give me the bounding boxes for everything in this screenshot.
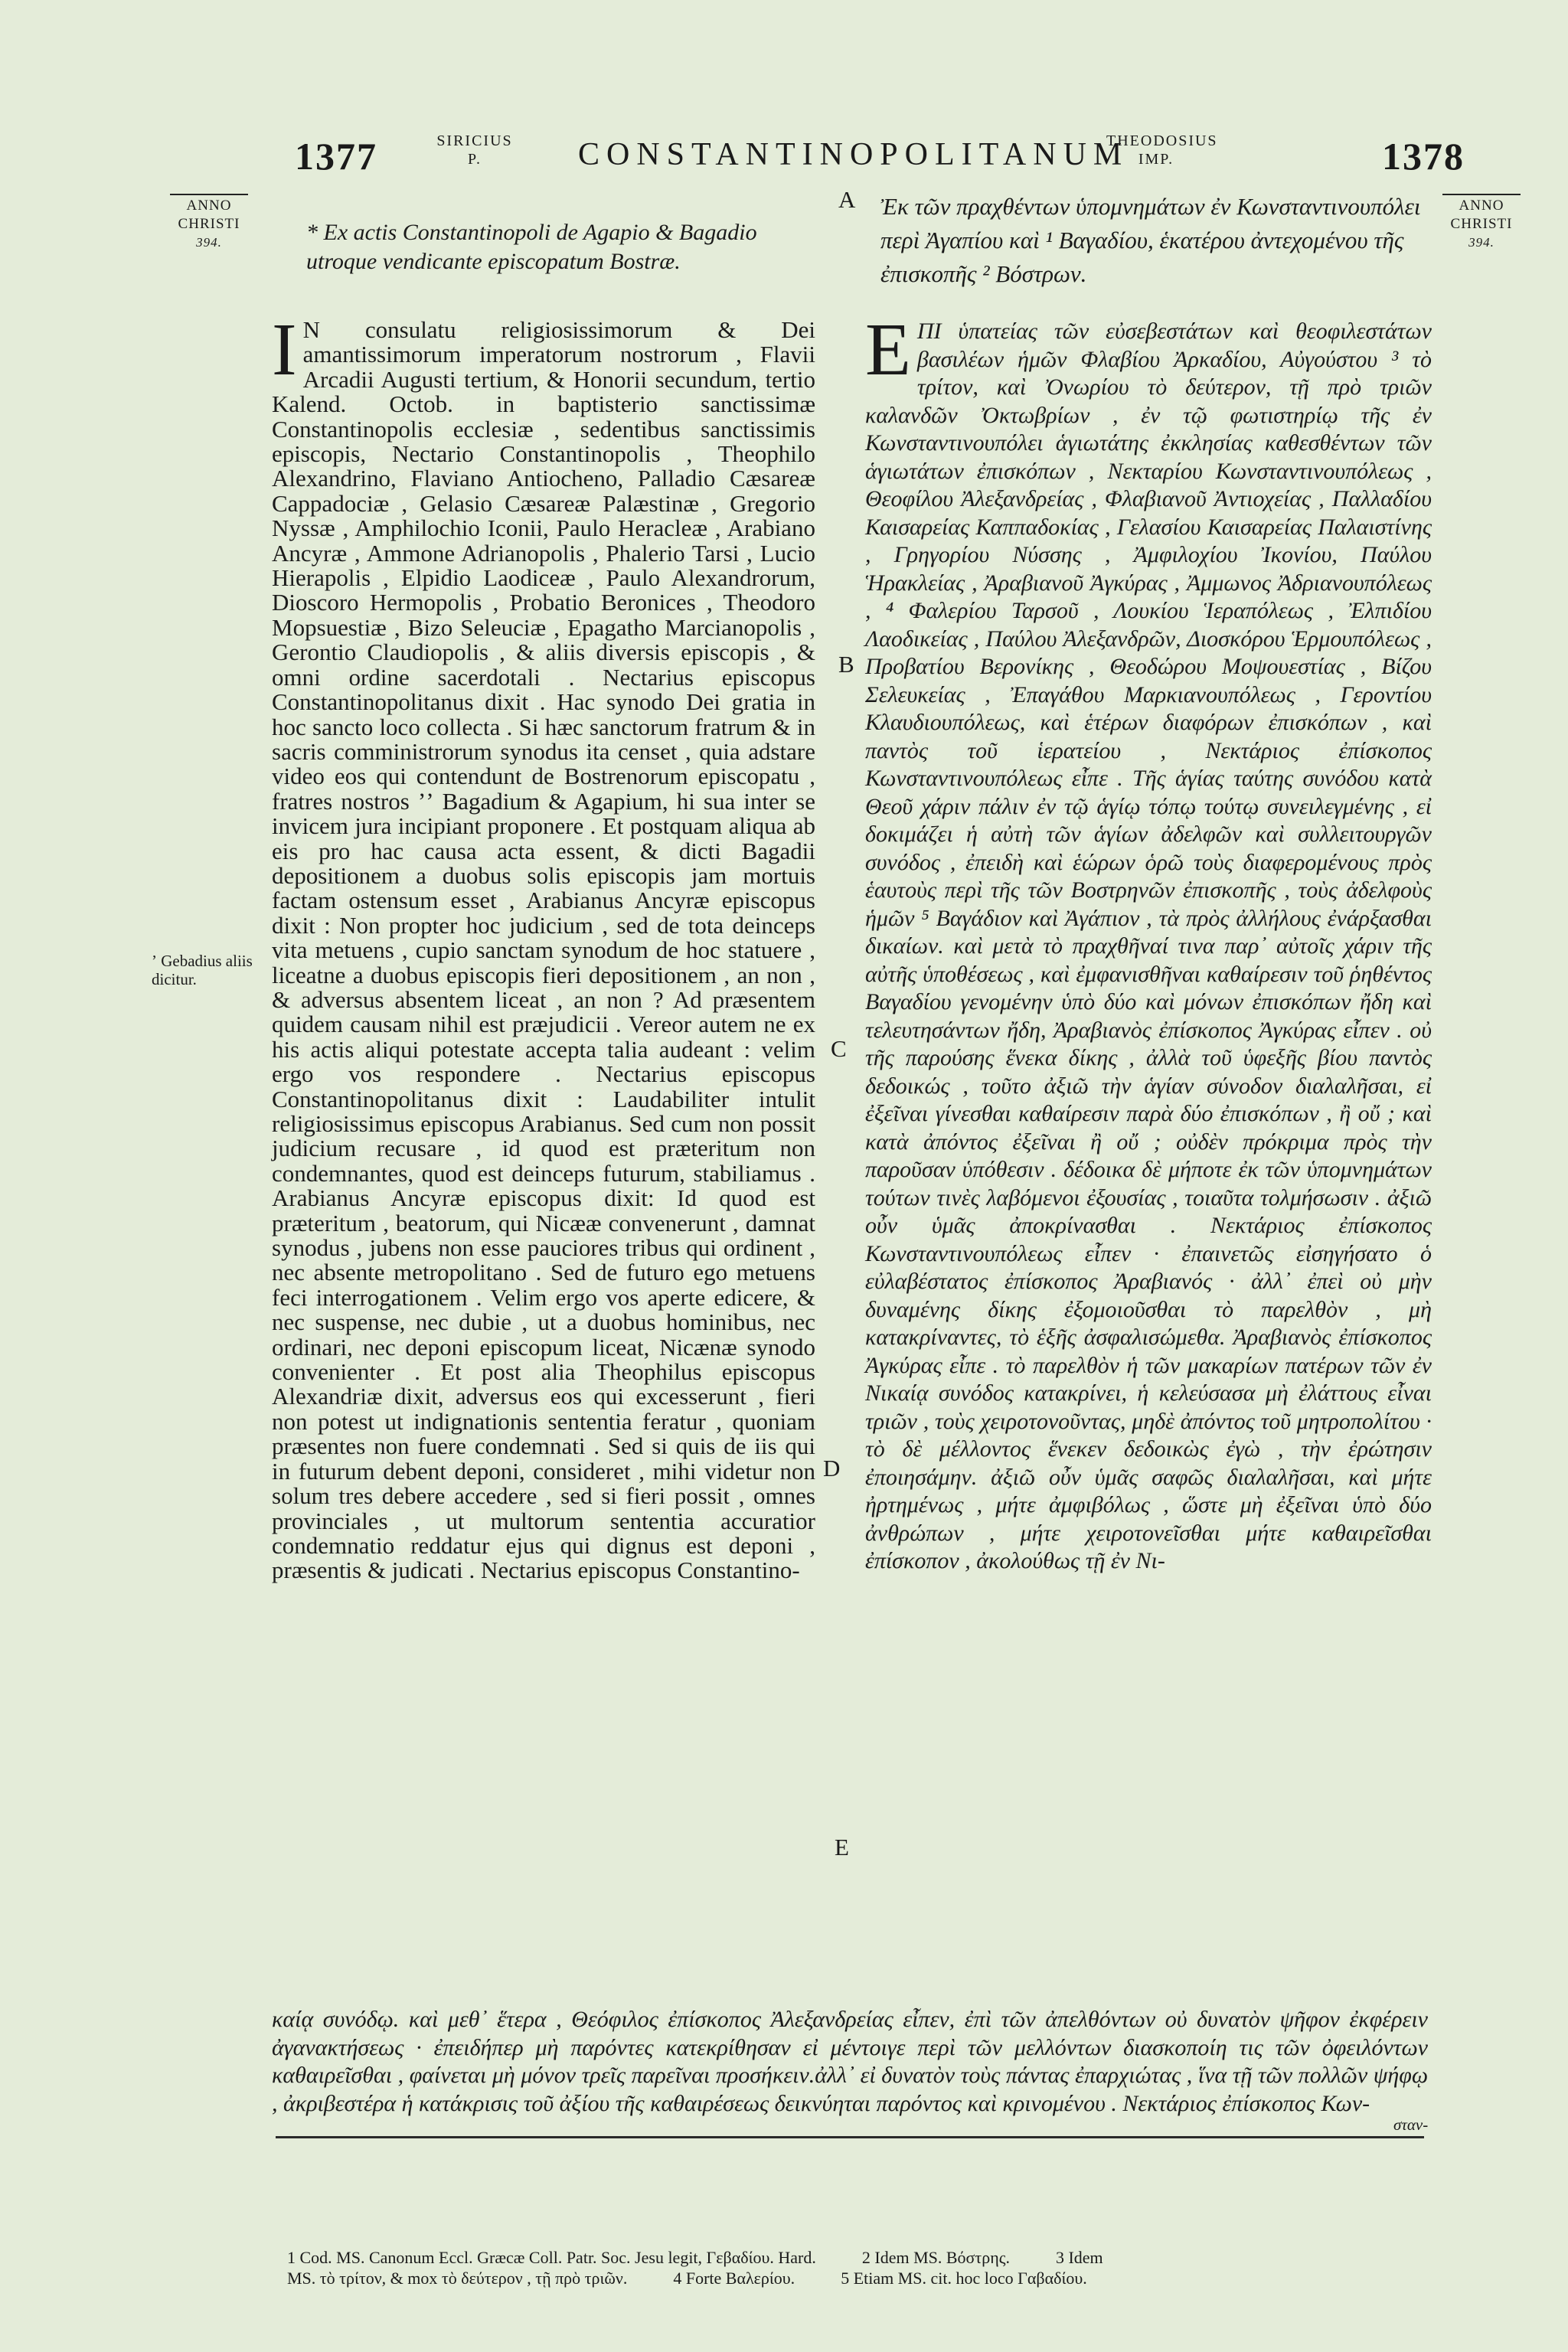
running-title: CONSTANTINOPOLITANUM xyxy=(578,137,1129,172)
greek-dropcap: Ε xyxy=(865,309,911,391)
emperor-name: THEODOSIUS xyxy=(1106,132,1218,149)
page-number-left: 1377 xyxy=(295,135,377,178)
margin-note-gebadius: ʼ Gebadius aliis dicitur. xyxy=(152,952,253,988)
footnote-row-1 xyxy=(287,2247,1443,2268)
greek-body: ΠΙ ὑπατείας τῶν εὐσεβεστάτων καὶ θεοφιλεστάτων βασιλέων ἡμῶν Φλαβίου Ἀρκαδίου, Αὐγούστου ³ τὸ τρίτον, καὶ Ὀνωρίου τὸ δεύτερον, τῇ πρὸ τριῶν καλανδῶν Ὀκτωβρίων , ἐν τῷ φωτιστηρίῳ τῆς ἐν Κωνσταντινουπόλει ἁγιωτάτης ἐκκλησίας καθεσθέντων τῶν ἁγιωτάτων ἐπισκόπων , Νεκταρίου Κωνσταντινουπόλεως , Θεοφίλου Ἀλεξανδρείας , Φλαβιανοῦ Ἀντιοχείας , Παλλαδίου Καισαρείας Καππαδοκίας , Γελασίου Καισαρείας Παλαιστίνης , Γρηγορίου Νύσσης , Ἀμφιλοχίου Ἰκονίου, Παύλου Ἡρακλείας , Ἀραβιανοῦ Ἀγκύρας , Ἀμμωνος Ἀδριανουπόλεως , ⁴ Φαλερίου Ταρσοῦ , Λουκίου Ἱεραπόλεως , Ἐλπιδίου Λαοδικείας , Παύλου Ἀλεξανδρῶν, Διοσκόρου Ἑρμουπόλεως , Προβατίου Βερονίκης , Θεοδώρου Μοψουεστίας , Βίζου Σελευκείας , Ἐπαγάθου Μαρκιανουπόλεως , Γεροντίου Κλαυδιουπόλεως, καὶ ἑτέρων διαφόρων ἐπισκόπων , καὶ παντὸς τοῦ ἱερατείου , Νεκτάριος ἐπίσκοπος Κωνσταντινουπόλεως εἶπε . Τῆς ἁγίας ταύτης συνόδου κατὰ Θεοῦ χάριν πάλιν ἐν τῷ ἁγίῳ τόπῳ τούτῳ συνειλεγμένης , εἰ δοκιμάζει ἡ αὐτὴ τῶν ἁγίων ἀδελφῶν καὶ συλλειτουργῶν συνόδος , ἐπειδὴ καὶ ἑώρων ὁρῶ τοὺς διαφερομένους πρὸς ἑαυτοὺς περὶ τῆς τῶν Βοστρηνῶν ἐπισκοπῆς , τοὺς ἀδελφοὺς ἡμῶν ⁵ Βαγάδιον καὶ Ἀγάπιον , τὰ πρὸς ἀλλήλους ἐνάρξασθαι δικαίων. καὶ μετὰ τὸ πραχθῆναί τινα παρ᾽ αὐτοῖς χάριν τῆς αὐτῆς ὑποθέσεως , καὶ ἐμφανισθῆναι καθαίρεσιν τοῦ ῥηθέντος Βαγαδίου γενομένην ὑπὸ δύο καὶ μόνων ἐπισκόπων ἤδη καὶ τελευτησάντων ἤδη, Ἀραβιανὸς ἐπίσκοπος Ἀγκύρας εἶπεν . οὐ τῆς παρούσης ἕνεκα δίκης , ἀλλὰ τοῦ ὑφεξῆς βίου παντὸς δεδοικώς , τοῦτο ἀξιῶ τὴν ἁγίαν σύνοδον διαλαλῆσαι, εἰ ἐξεῖναι γίνεσθαι καθαίρεσιν παρὰ δύο ἐπισκόπων , ἢ οὔ ; καὶ κατὰ ἀπόντος ἐξεῖναι ἢ οὔ ; οὐδὲν πρόκριμα πρὸς τὴν παροῦσαν ὑπόθεσιν . δέδοικα δὲ μήποτε ἐκ τῶν ὑπομνημάτων τούτων τινὲς λαβόμενοι ἐξουσίας , τοιαῦτα τολμήσωσιν . ἀξιῶ οὖν ὑμᾶς ἀποκρίνασθαι . Νεκτάριος ἐπίσκοπος Κωνσταντινουπόλεως εἶπεν · ἐπαινετῶς εἰσηγήσατο ὁ εὐλαβέστατος ἐπίσκοπος Ἀραβιανός · ἀλλ᾽ ἐπεὶ οὐ μὴν δυναμένης δίκης ἐξομοιοῦσθαι τὸ παρελθὸν , μὴ κατακρίναντες, τὸ ἑξῆς ἀσφαλισώμεθα. Ἀραβιανὸς ἐπίσκοπος Ἀγκύρας εἶπε . τὸ παρελθὸν ἡ τῶν μακαρίων πατέρων τῶν ἐν Νικαίᾳ συνόδος κατακρίνει, ἡ κελεύσασα μὴ ἐλάττους εἶναι τριῶν , τοὺς χειροτονοῦντας, μηδὲ ἀπόντος τοῦ μητροπολίτου · τὸ δὲ μέλλοντος ἕνεκεν δεδοικὼς ἐγὼ , τὴν ἐρώτησιν ἐποιησάμην. ἀξιῶ οὖν ὑμᾶς σαφῶς διαλαλῆσαι, καὶ μήτε ἠρτημένως , μήτε ἀμφιβόλως , ὥστε μὴ ἐξεῖναι ὑπὸ δύο ἀνθρώπων , μήτε χειροτονεῖσθαι μήτε καθαιρεῖσθαι ἐπίσκοπον , ἀκολούθως τῇ ἐν Νι- xyxy=(865,318,1432,1573)
footnote-2: 2 Idem MS. Βόστρης. xyxy=(861,2248,1010,2267)
footnote-rule xyxy=(276,2136,1424,2138)
footnote-3: 3 Idem xyxy=(1055,2248,1103,2267)
margin-letter-b: B xyxy=(838,651,854,678)
latin-heading: * Ex actis Constantinopoli de Agapio & Bagadio utroque vendicante episcopatum Bostræ. xyxy=(306,220,757,274)
greek-continuation: καίᾳ συνόδῳ. καὶ μεθ᾽ ἕτερα , Θεόφιλος ἐπίσκοπος Ἀλεξανδρείας εἶπεν, ἐπὶ τῶν ἀπελθόντων οὐ δυνατὸν ψῆφον ἐκφέρειν ἀγανακτήσεως · ἐπειδήπερ μὴ παρόντες κατεκρίθησαν εἰ μέντοιγε περὶ τῶν μελλόντων διασκοποίη τις τῶν ὀφειλόντων καθαιρεῖσθαι , φαίνεται μὴ μόνον τρεῖς παρεῖναι προσήκειν.ἀλλ᾽ εἰ δυνατὸν τοὺς πάντας ἐπαρχιώτας , ἵνα τῇ τῶν πολλῶν ψήφῳ , ἀκριβεστέρα ἡ κατάκρισις τοῦ ἀξίου τῆς καθαιρέσεως δεικνύηται παρόντος καὶ κρινομένου . Νεκτάριος ἐπίσκοπος Κων- xyxy=(272,2007,1428,2116)
footnote-4: 4 Forte Βαλερίου. xyxy=(673,2269,795,2288)
footnotes xyxy=(287,2247,1443,2288)
pope-label xyxy=(433,132,517,168)
catchword: σταν- xyxy=(1393,2115,1429,2134)
anno-left-year: 394. xyxy=(196,235,222,250)
anno-right-line1: ANNO xyxy=(1459,198,1504,214)
anno-left-line1: ANNO xyxy=(186,198,232,214)
latin-body: N consulatu religiosissimorum & Dei amantissimorum imperatorum nostrorum , Flavii Arcadii Augusti tertium, & Honorii secundum, tertio Kalend. Octob. in baptisterio sanctissimæ Constantinopolis ecclesiæ , sedentibus sanctissimis episcopis, Nectario Constantinopolis , Theophilo Alexandrino, Flaviano Antiocheno, Palladio Cæsareæ Cappadociæ , Gelasio Cæsareæ Palæstinæ , Gregorio Nyssæ , Amphilochio Iconii, Paulo Heracleæ , Arabiano Ancyræ , Ammone Adrianopolis , Phalerio Tarsi , Lucio Hierapolis , Elpidio Laodiceæ , Paulo Alexandrorum, Dioscoro Hermopolis , Probatio Beronices , Theodoro Mopsuestiæ , Bizo Seleuciæ , Epagatho Marcianopolis , Gerontio Claudiopolis , & aliis diversis episcopis , & omni ordine sacerdotali . Nectarius episcopus Constantinopolitanus dixit . Hac synodo Dei gratia in hoc sancto loco collecta . Si hæc sanctorum fratrum & in sacris comministrorum synodus ita censet , quia adstare video eos qui contendunt de Bostrenorum episcopatu , fratres nostros ʼʼ Bagadium & Agapium, hi sua inter se invicem jura incipiant proponere . Et postquam aliqua ab eis pro hac causa acta essent, & dicti Bagadii depositionem a duobus solis episcopis jam mortuis factam ostensum esset , Arabianus Ancyræ episcopus dixit : Non propter hoc judicium , sed de tota deinceps vita metuens , cupio sanctam synodum de hoc statuere , liceatne a duobus episcopis fieri depositionem , an non , & adversus absentem liceat , an non ? Ad præsentem quidem causam nihil est præjudicii . Vereor autem ne ex his actis aliqui potestate accepta talia audeant : velim ergo vos respondere . Nectarius episcopus Constantinopolitanus dixit : Laudabiliter intulit religiosissimus episcopus Arabianus. Sed cum non possit judicium recusare , id quod est præteritum non condemnantes, quod est deinceps futurum, stabiliamus . Arabianus Ancyræ episcopus dixit: Id quod est præteritum , beatorum, qui Nicææ convenerunt , damnat synodus , jubens non esse pauciores tribus qui ordinent , nec absente metropolitano . Sed de futuro ego metuens feci interrogationem . Velim ergo vos aperte edicere, & nec suspense, nec dubie , ut a duobus hominibus, nec ordinari, nec deponi episcopum liceat, Nicænæ synodo convenienter . Et post alia Theophilus episcopus Alexandriæ dixit, adversus eos qui excesserunt , fieri non potest ut indignationis sententia feratur , quoniam præsentes non fuere condemnati . Sed si quis de iis qui in futurum debent deponi, consideret , mihi videtur non solum tres debere accedere , sed si fieri possit , omnes provinciales , ut multorum sententia accuratior condemnatio reddatur ejus qui dignus est deponi , præsentis & judicati . Nectarius episcopus Constantino- xyxy=(272,316,815,1584)
anno-christi-left xyxy=(167,194,251,252)
footnote-row-2 xyxy=(287,2268,1443,2288)
margin-letter-c: C xyxy=(831,1035,847,1062)
margin-letter-e: E xyxy=(835,1834,849,1860)
anno-right-line2: CHRISTI xyxy=(1450,216,1513,232)
page-number-right: 1378 xyxy=(1382,135,1465,178)
anno-christi-right xyxy=(1439,194,1524,252)
margin-letter-d: D xyxy=(823,1455,841,1481)
emperor-abbr: IMP. xyxy=(1138,151,1174,168)
footnote-3-cont: MS. τὸ τρίτον, & mox τὸ δεύτερον , τῇ πρὸ τριῶν. xyxy=(287,2269,628,2288)
latin-dropcap: I xyxy=(272,309,297,391)
emperor-label xyxy=(1106,132,1218,168)
anno-left-line2: CHRISTI xyxy=(178,216,240,232)
footnote-5: 5 Etiam MS. cit. hoc loco Γαβαδίου. xyxy=(841,2269,1087,2288)
footnote-1: 1 Cod. MS. Canonum Eccl. Græcæ Coll. Patr. Soc. Jesu legit, Γεβαδίου. Hard. xyxy=(287,2248,816,2267)
margin-letter-a: A xyxy=(838,186,856,213)
latin-column xyxy=(272,309,815,1584)
greek-heading: Ἐκ τῶν πραχθέντων ὑπομνημάτων ἐν Κωνσταντινουπόλει περὶ Ἀγαπίου καὶ ¹ Βαγαδίου, ἑκατέρου ἀντεχομένου τῆς ἐπισκοπῆς ² Βόστρων. xyxy=(880,193,1421,287)
pope-name: SIRICIUS xyxy=(436,132,513,149)
anno-right-year: 394. xyxy=(1468,235,1494,250)
pope-abbr: P. xyxy=(468,151,482,168)
greek-column xyxy=(865,309,1432,1576)
